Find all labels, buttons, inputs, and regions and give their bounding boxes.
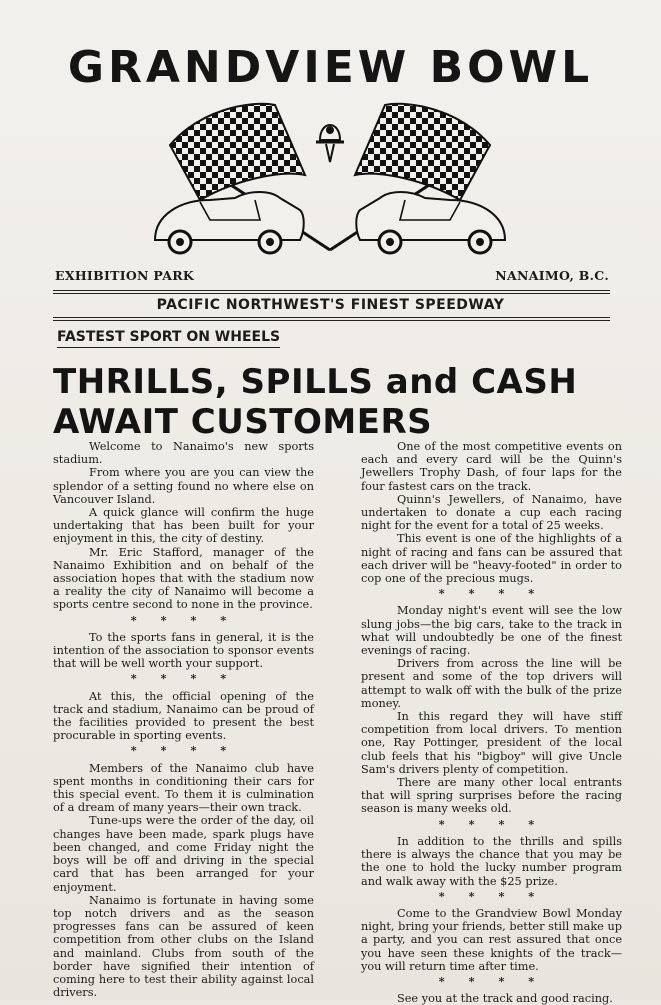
paragraph: To the sports fans in general, it is the intention of the association to sponsor events that will be well worth your support. <box>53 630 314 671</box>
divider-rule <box>53 320 610 321</box>
paragraph: At this, the official opening of the track and stadium, Nanaimo can be proud of the facilities provided to present the best procurable in sporting events. <box>53 689 314 743</box>
separator-stars: * * * * <box>130 612 237 627</box>
paragraph: Mr. Eric Stafford, manager of the Nanaimo Exhibition and on behalf of the association hopes that with the stadium now a reality the city of Nanaimo will become a sports centre second to none in the province. <box>53 545 314 612</box>
paragraph: A quick glance will confirm the huge undertaking that has been built for your enjoyment in this, the city of destiny. <box>53 506 314 546</box>
location-left: EXHIBITION PARK <box>55 268 195 283</box>
separator-stars: * * * * <box>130 743 237 758</box>
paragraph: In addition to the thrills and spills there is always the chance that you may be the one to hold the lucky number program and walk away with the $25 prize. <box>361 834 622 888</box>
separator-stars: * * * * <box>130 671 237 686</box>
section-label: FASTEST SPORT ON WHEELS <box>57 329 280 348</box>
paragraph: Members of the Nanaimo club have spent months in conditioning their cars for this special event. To them it is culmination of a dream of many years—their own track. <box>53 761 314 815</box>
tagline: PACIFIC NORTHWEST'S FINEST SPEEDWAY <box>156 297 505 313</box>
headline <box>53 362 633 442</box>
divider-rule <box>53 293 610 294</box>
crossed-flags-race-cars-logo <box>140 100 520 260</box>
masthead-title: GRANDVIEW BOWL <box>67 42 594 93</box>
paragraph: Monday night's event will see the low slung jobs—the big cars, take to the track in what will undoubtedly be one of the finest evenings of racing. <box>361 604 622 658</box>
paragraph: See you at the track and good racing. <box>397 992 613 1005</box>
paragraph: In this regard they will have stiff competition from local drivers. To mention one, Ray Pottinger, president of the local club feels that his "bigboy" will give Uncle Sam's drivers plenty of competition. <box>361 710 622 776</box>
paragraph: Quinn's Jewellers, of Nanaimo, have undertaken to donate a cup each racing night for the event for a total of 25 weeks. <box>361 492 622 533</box>
paragraph: Drivers from across the line will be present and some of the top drivers will attempt to walk off with the bulk of the prize money. <box>361 657 622 710</box>
paragraph: Come to the Grandview Bowl Monday night, bring your friends, better still make up a party, and you can rest assured that once you have seen these knights of the track—you will return time after time. <box>361 906 622 973</box>
right-column <box>361 440 622 1005</box>
paragraph: Nanaimo is fortunate in having some top notch drivers and as the season progresses fans can be assured of keen competition from other clubs on the Island and mainland. Clubs from south of the border have signified their intention of coming here to test their ability against local drivers. <box>53 893 314 1000</box>
paragraph: Tune-ups were the order of the day, oil changes have been made, spark plugs have been changed, and come Friday night the boys will be off and driving in the special card that has been arranged for your enjoyment. <box>53 814 314 894</box>
paragraph: One of the most competitive events on each and every card will be the Quinn's Jewellers Trophy Dash, of four laps for the four fastest cars on the track. <box>361 440 622 493</box>
separator-stars: * * * * <box>438 586 545 601</box>
paragraph: There are many other local entrants that will spring surprises before the racing season is many weeks old. <box>361 776 622 816</box>
location-right: NANAIMO, B.C. <box>495 268 609 283</box>
separator-stars: * * * * <box>438 888 545 903</box>
headline-line-1: THRILLS, SPILLS and CASH <box>53 362 578 402</box>
divider-rule <box>53 290 610 291</box>
divider-rule <box>53 317 610 318</box>
separator-stars: * * * * <box>438 973 545 988</box>
paragraph: From where you are you can view the splendor of a setting found no where else on Vancouver Island. <box>53 466 314 506</box>
paragraph: Welcome to Nanaimo's new sports stadium. <box>53 440 314 467</box>
separator-stars: * * * * <box>438 816 545 831</box>
headline-line-2: AWAIT CUSTOMERS <box>53 402 433 442</box>
paragraph: This event is one of the highlights of a night of racing and fans can be assured that each driver will be "heavy-footed" in order to cop one of the precious mugs. <box>361 532 622 586</box>
left-column <box>53 440 314 999</box>
